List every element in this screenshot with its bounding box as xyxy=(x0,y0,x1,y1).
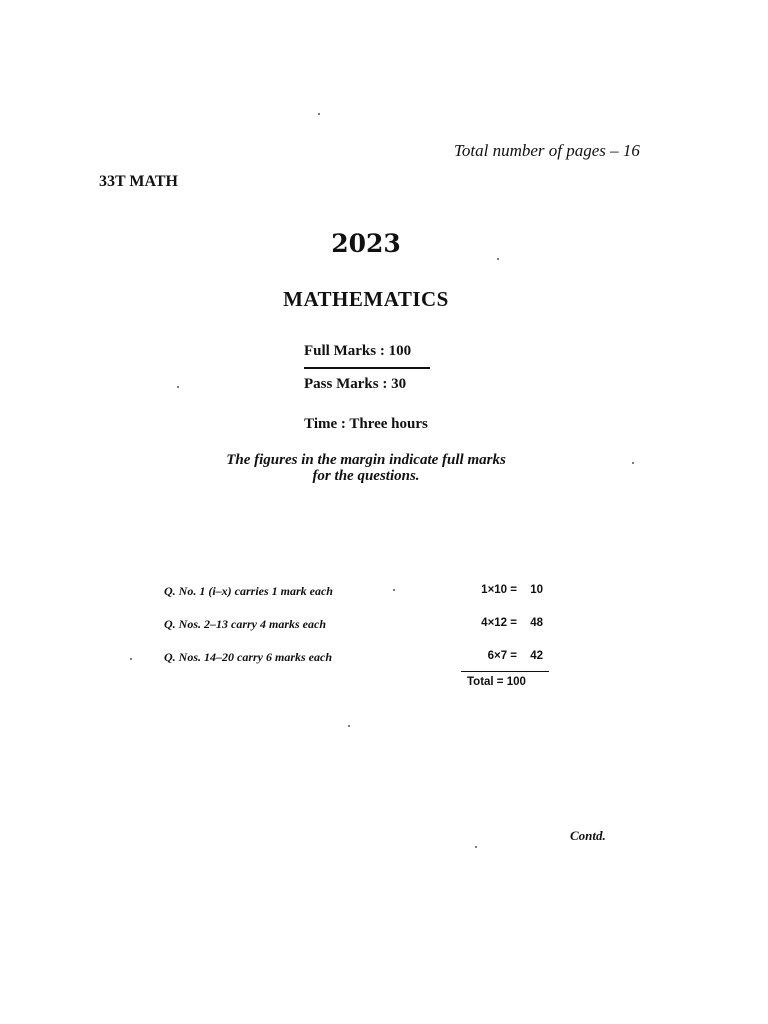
distribution-calc xyxy=(460,584,548,596)
continued-note: Contd. xyxy=(570,828,606,843)
exam-year: 2023 xyxy=(331,229,401,258)
total-divider xyxy=(461,671,549,672)
total-label: Total = xyxy=(467,676,504,688)
scan-speck xyxy=(318,113,320,115)
paper-code: 33T MATH xyxy=(99,173,178,190)
distribution-description: Q. Nos. 14–20 carry 6 marks each xyxy=(164,650,332,664)
total-value: 100 xyxy=(506,676,526,688)
subject-title: MATHEMATICS xyxy=(283,287,449,311)
distribution-expression: 4×12 = xyxy=(481,617,517,629)
distribution-value: 48 xyxy=(530,617,543,629)
distribution-value: 42 xyxy=(530,650,543,662)
scan-speck xyxy=(130,658,132,660)
pass-marks: Pass Marks : 30 xyxy=(304,376,407,392)
marks-divider xyxy=(304,367,430,369)
scan-speck xyxy=(348,725,350,727)
distribution-row xyxy=(160,617,560,650)
total-marks xyxy=(467,676,526,688)
distribution-calc xyxy=(460,650,548,662)
distribution-expression: 1×10 = xyxy=(481,584,517,596)
instruction-line-2: for the questions. xyxy=(312,468,420,484)
distribution-expression: 6×7 = xyxy=(487,650,517,662)
distribution-description: Q. No. 1 (i–x) carries 1 mark each xyxy=(164,584,333,598)
instruction-line-1: The figures in the margin indicate full marks xyxy=(226,452,506,468)
distribution-row xyxy=(160,584,560,617)
scan-speck xyxy=(497,258,499,260)
instruction-note xyxy=(0,452,732,484)
scan-speck xyxy=(632,462,634,464)
exam-time: Time : Three hours xyxy=(304,416,428,432)
marks-distribution xyxy=(160,584,560,683)
scan-speck xyxy=(393,589,395,591)
total-pages-note: Total number of pages – 16 xyxy=(454,141,640,160)
distribution-value: 10 xyxy=(530,584,543,596)
distribution-description: Q. Nos. 2–13 carry 4 marks each xyxy=(164,617,326,631)
full-marks: Full Marks : 100 xyxy=(304,343,412,359)
scan-speck xyxy=(475,846,477,848)
marks-block xyxy=(304,343,430,393)
scan-speck xyxy=(177,386,179,388)
distribution-calc xyxy=(460,617,548,629)
